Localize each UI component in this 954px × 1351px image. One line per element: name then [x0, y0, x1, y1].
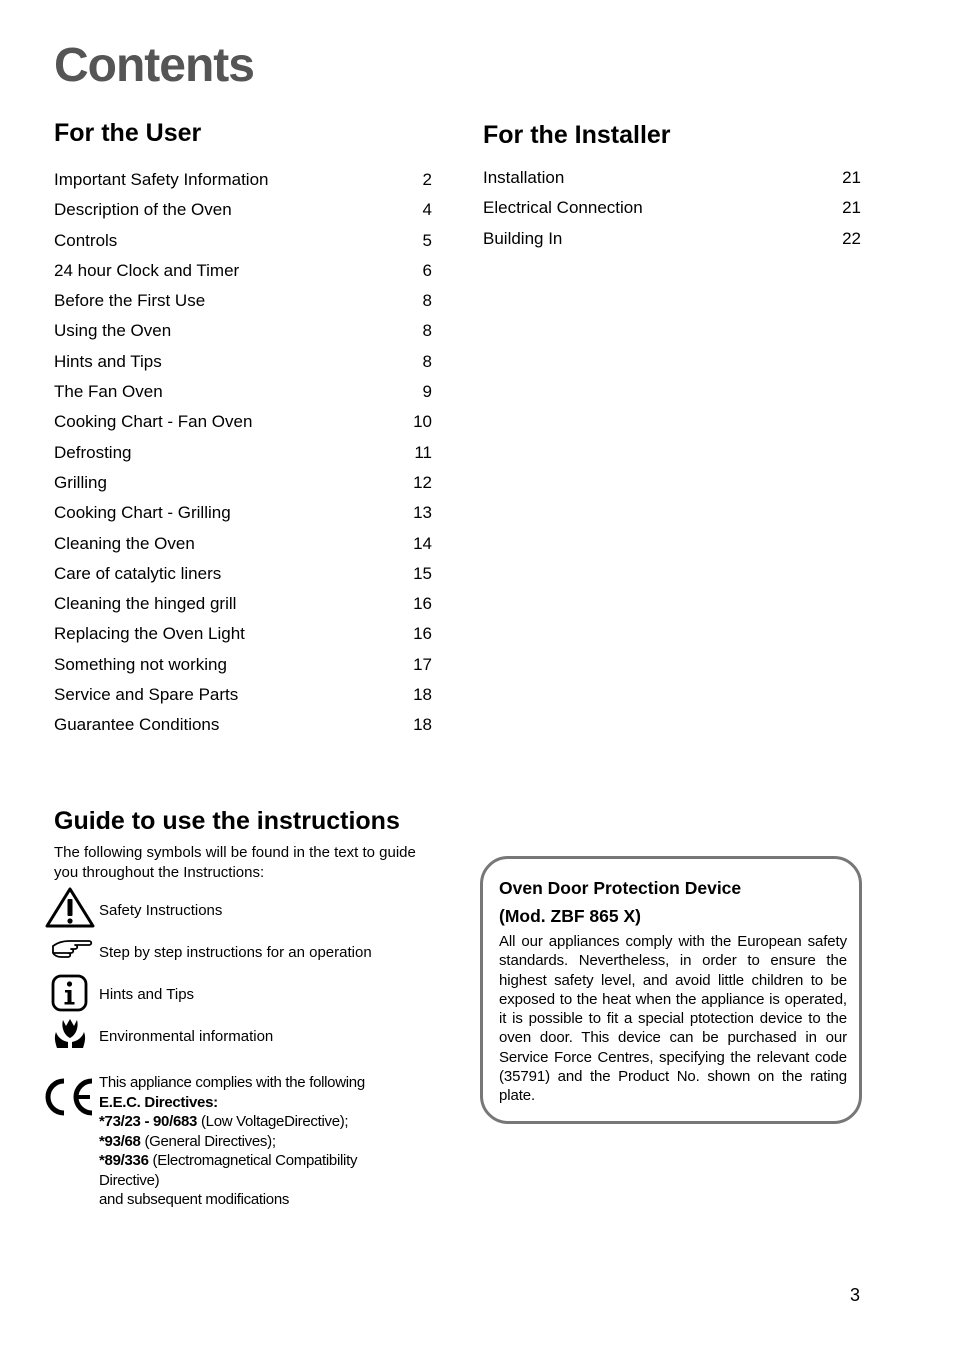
user-toc-page: 14 — [413, 533, 432, 553]
user-toc-label: Care of catalytic liners — [54, 563, 222, 583]
symbol-row-environment — [44, 1014, 444, 1058]
user-toc-label: The Fan Oven — [54, 382, 163, 402]
user-toc-label: Cleaning the Oven — [54, 533, 195, 553]
info-icon — [44, 972, 96, 1016]
user-toc-row — [54, 685, 432, 715]
user-toc-row — [54, 352, 432, 382]
guide-heading: Guide to use the instructions — [54, 807, 400, 835]
oven-door-protection-callout — [480, 856, 862, 1124]
user-toc-label: Important Safety Information — [54, 170, 269, 189]
page-number: 3 — [850, 1285, 861, 1305]
user-toc-page: 11 — [414, 442, 432, 462]
user-toc-page: 12 — [413, 472, 432, 492]
user-toc-row — [54, 443, 432, 473]
callout-title-line2: (Mod. ZBF 865 X) — [499, 906, 641, 926]
ce-mark-icon — [40, 1075, 96, 1119]
user-toc-label: Using the Oven — [54, 321, 172, 341]
user-toc-row — [54, 261, 432, 291]
user-toc-page: 10 — [413, 412, 432, 432]
user-toc-label: Guarantee Conditions — [54, 715, 220, 735]
user-toc-row — [54, 231, 432, 261]
installer-toc-list — [483, 168, 861, 259]
user-toc-label: Description of the Oven — [54, 200, 232, 220]
user-toc-row — [54, 170, 432, 200]
user-toc-page: 15 — [413, 563, 432, 583]
installer-toc-page: 21 — [842, 168, 861, 187]
user-toc-row — [54, 291, 432, 321]
symbol-label-environment: Environmental information — [99, 1028, 274, 1045]
user-toc-label: Cleaning the hinged grill — [54, 594, 237, 614]
user-toc-label: Service and Spare Parts — [54, 685, 239, 705]
user-toc-page: 2 — [422, 170, 432, 189]
user-toc-row — [54, 655, 432, 685]
user-toc-page: 18 — [413, 685, 432, 705]
user-toc-row — [54, 564, 432, 594]
user-toc-label: Defrosting — [54, 442, 132, 462]
user-toc-label: Before the First Use — [54, 291, 206, 311]
user-toc-row — [54, 503, 432, 533]
symbol-label-hints: Hints and Tips — [99, 986, 195, 1003]
user-toc-label: Something not working — [54, 654, 227, 674]
user-toc-page: 6 — [422, 260, 432, 280]
guide-intro: The following symbols will be found in the text to guide you throughout the Instructions: — [54, 844, 416, 881]
ce-intro-line: This appliance complies with the following — [99, 1074, 365, 1091]
symbol-row-hints — [44, 972, 444, 1016]
symbol-label-safety: Safety Instructions — [99, 902, 223, 919]
installer-toc-page: 21 — [842, 198, 861, 218]
page-title: Contents — [54, 39, 254, 92]
callout-title — [499, 874, 839, 930]
warning-triangle-icon — [44, 886, 96, 930]
user-toc-list — [54, 170, 432, 746]
user-toc-page: 8 — [422, 321, 432, 341]
user-toc-row — [54, 200, 432, 230]
user-toc-row — [54, 321, 432, 351]
ce-directive-3: *89/336 (Electromagnetical Compatibility — [99, 1152, 358, 1169]
user-toc-row — [54, 594, 432, 624]
ce-directive-2: *93/68 (General Directives); — [99, 1132, 276, 1150]
user-toc-page: 8 — [422, 351, 432, 371]
ce-directives-heading: E.E.C. Directives: — [99, 1093, 218, 1111]
callout-body: All our appliances comply with the European safety standards. Nevertheless, in order to ensure the highest safety level, and avoid little children to be exposed to the heat when the appliance is operated, it is possible to fit a special ptotection device to the oven door. This device can be purchased in our Service Force Centres, specifying the relevant code (35791) and the Product No. shown on the rating plate. — [499, 933, 847, 1105]
user-toc-label: Cooking Chart - Grilling — [54, 503, 231, 523]
environment-icon — [44, 1014, 96, 1058]
installer-toc-label: Building In — [483, 228, 563, 248]
user-toc-row — [54, 473, 432, 503]
user-toc-label: Cooking Chart - Fan Oven — [54, 412, 253, 432]
ce-directive-3-cont: Directive) — [99, 1171, 160, 1189]
user-toc-row — [54, 382, 432, 412]
installer-toc-label: Electrical Connection — [483, 198, 643, 218]
user-toc-page: 8 — [422, 291, 432, 311]
user-toc-page: 13 — [413, 503, 432, 523]
installer-toc-row — [483, 198, 861, 228]
installer-toc-label: Installation — [483, 168, 565, 187]
ce-directive-1: *73/23 - 90/683 (Low VoltageDirective); — [99, 1113, 349, 1130]
installer-section-heading: For the Installer — [483, 121, 671, 149]
user-toc-page: 9 — [422, 382, 432, 402]
user-toc-page: 4 — [422, 200, 432, 220]
pointing-hand-icon — [44, 928, 96, 972]
installer-toc-row — [483, 168, 861, 198]
user-toc-label: Replacing the Oven Light — [54, 624, 245, 644]
user-toc-label: Hints and Tips — [54, 351, 162, 371]
user-toc-row — [54, 624, 432, 654]
user-toc-row — [54, 715, 432, 745]
user-toc-page: 16 — [413, 594, 432, 614]
installer-toc-page: 22 — [842, 228, 861, 248]
user-section-heading: For the User — [54, 119, 202, 147]
callout-title-line1: Oven Door Protection Device — [499, 878, 742, 898]
user-toc-page: 5 — [422, 230, 432, 250]
user-toc-label: Controls — [54, 230, 118, 250]
ce-text — [99, 1073, 459, 1210]
symbol-label-steps: Step by step instructions for an operation — [99, 944, 372, 961]
user-toc-page: 17 — [413, 654, 432, 674]
user-toc-page: 16 — [413, 624, 432, 644]
symbol-row-safety — [44, 886, 444, 930]
user-toc-label: Grilling — [54, 472, 107, 492]
ce-closing-line: and subsequent modifications — [99, 1191, 290, 1208]
user-toc-row — [54, 412, 432, 442]
installer-toc-row — [483, 229, 861, 259]
user-toc-page: 18 — [413, 715, 432, 735]
symbol-row-steps — [44, 928, 444, 972]
user-toc-label: 24 hour Clock and Timer — [54, 260, 240, 280]
user-toc-row — [54, 534, 432, 564]
